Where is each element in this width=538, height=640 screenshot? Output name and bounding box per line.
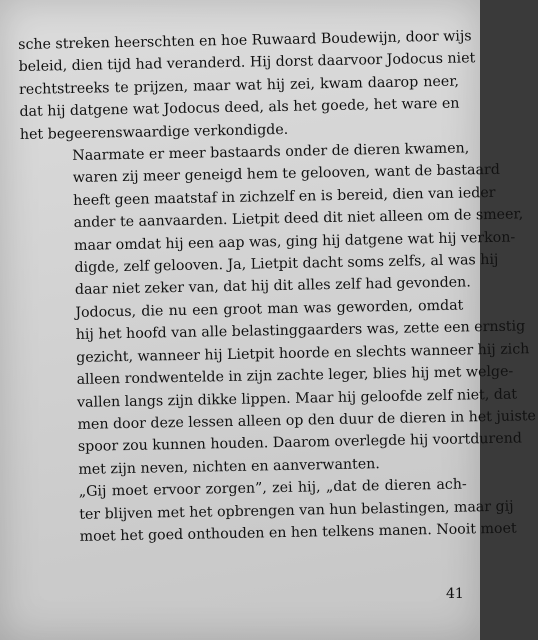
text-line: dat hij datgene wat Jodocus deed, als het goede, het ware en (19, 95, 460, 121)
text-line: het begeerenswaardige verkondigde. (19, 121, 289, 143)
text-line: ander te aanvaarden. Lietpit deed dit niet alleen om de smeer, (73, 206, 524, 232)
text-line: waren zij meer geneigd hem te gelooven, want de bastaard (72, 162, 500, 187)
paragraph-1 (18, 26, 476, 146)
text-line: rechtstreeks te prijzen, maar wat hij zei, kwam daarop neer, (18, 73, 460, 98)
text-line: alleen rondwentelde in zijn zachte leger, blies hij met welge- (76, 363, 514, 389)
text-line: beleid, dien tijd had veranderd. Hij dorst daarvoor Jodocus niet (18, 50, 476, 76)
page-number: 41 (446, 586, 464, 602)
text-line: „Gij moet ervoor zorgen”, zei hij, „dat de dieren ach- (78, 476, 467, 501)
text-line: vallen langs zijn dikke lippen. Maar hij geloofde zelf niet, dat (76, 385, 518, 411)
text-line: gezicht, wanneer hij Lietpit hoorde en slechts wanneer hij zich (76, 340, 530, 366)
text-line: sche streken heerschten en hoe Ruwaard Boudewijn, door wijs (18, 28, 472, 53)
text-line: hij het hoofd van alle belastinggaarders was, zette een ernstig (75, 318, 526, 344)
paragraph-2 (20, 138, 524, 303)
text-line: heeft geen maatstaf in zichzelf en is bereid, dien van ieder (73, 184, 496, 209)
text-line: met zijn neven, nichten en aanverwanten. (78, 455, 380, 478)
paragraph-3 (23, 294, 537, 482)
text-line: ter blijven met het opbrengen van hun belastingen, maar gij (79, 498, 514, 523)
text-line: Jodocus, die nu een groot man was geworden, omdat (75, 297, 464, 321)
text-line: Naarmate er meer bastaards onder de dieren kwamen, (72, 140, 470, 165)
page-text-block (18, 26, 537, 550)
text-line: maar omdat hij een aap was, ging hij datgene wat hij verkon- (73, 229, 516, 254)
text-line: digde, zelf gelooven. Ja, Lietpit dacht soms zelfs, al was hij (74, 251, 499, 277)
text-line: spoor zou kunnen houden. Daarom overlegde hij voortdurend (77, 430, 523, 456)
text-line: moet het goed onthouden en hen telkens manen. Nooit moet (79, 520, 517, 545)
text-line: daar niet zeker van, dat hij dit alles zelf had gevonden. (74, 274, 471, 299)
text-line: men door deze lessen alleen op den duur de dieren in het juiste (77, 408, 537, 433)
paragraph-4 (27, 474, 517, 550)
